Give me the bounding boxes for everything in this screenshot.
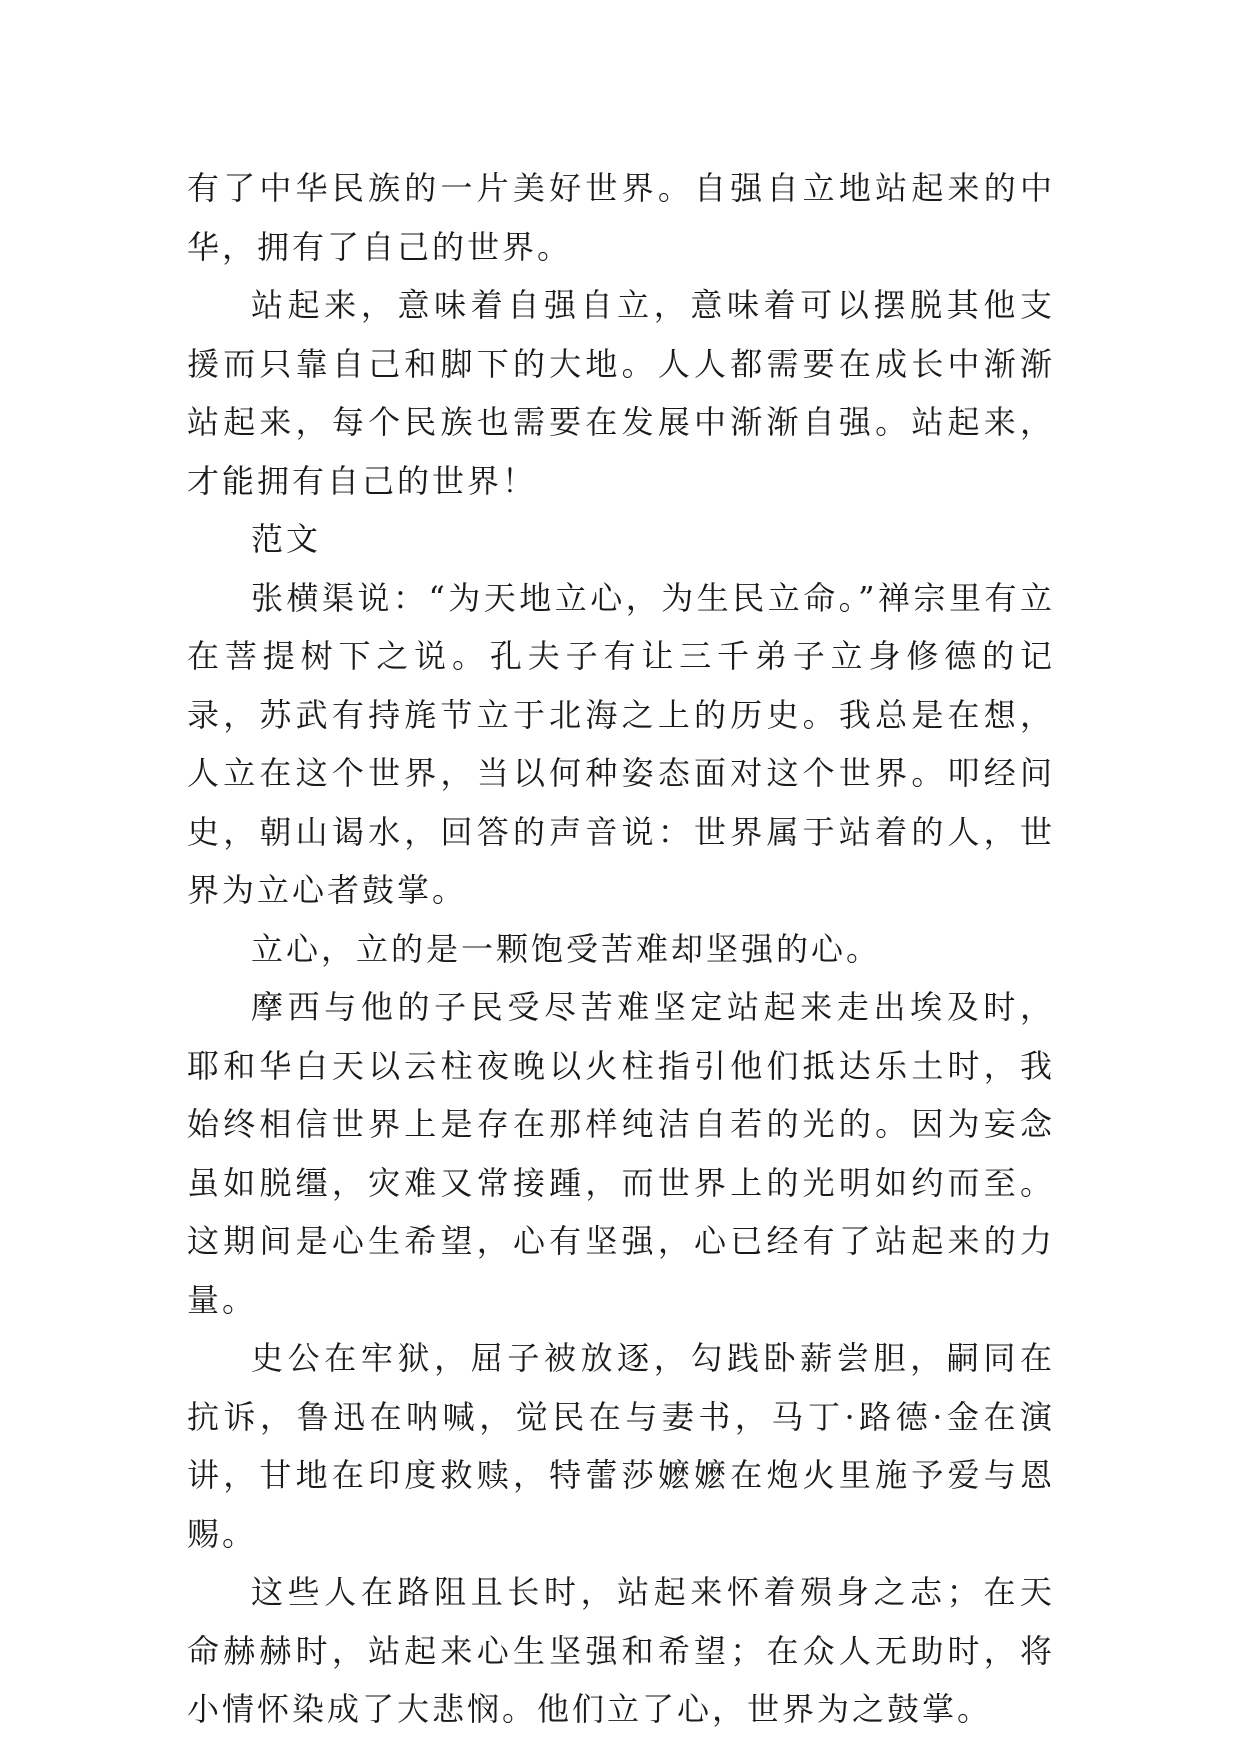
paragraph-3: 张横渠说：“为天地立心，为生民立命。”禅宗里有立在菩提树下之说。孔夫子有让三千弟子立身修德的记录，苏武有持旄节立于北海之上的历史。我总是在想，人立在这个世界，当以何种姿态面对这个世界。叩经问史，朝山谒水，回答的声音说：世界属于站着的人，世界为立心者鼓掌。 — [187, 578, 1055, 909]
paragraph-1: 有了中华民族的一片美好世界。自强自立地站起来的中华，拥有了自己的世界。 — [187, 169, 1055, 266]
paragraph-2: 站起来，意味着自强自立，意味着可以摆脱其他支援而只靠自己和脚下的大地。人人都需要在成长中渐渐站起来，每个民族也需要在发展中渐渐自强。站起来，才能拥有自己的世界！ — [187, 286, 1055, 500]
document-body — [187, 159, 1055, 1739]
paragraph-5: 摩西与他的子民受尽苦难坚定站起来走出埃及时，耶和华白天以云柱夜晚以火柱指引他们抵达乐土时，我始终相信世界上是存在那样纯洁自若的光的。因为妄念虽如脱缰，灾难又常接踵，而世界上的光明如约而至。这期间是心生希望，心有坚强，心已经有了站起来的力量。 — [187, 988, 1055, 1319]
paragraph-6: 史公在牢狱，屈子被放逐，勾践卧薪尝胆，嗣同在抗诉，鲁迅在呐喊，觉民在与妻书，马丁·路德·金在演讲，甘地在印度救赎，特蕾莎嬷嬷在炮火里施予爱与恩赐。 — [187, 1339, 1055, 1553]
paragraph-4: 立心，立的是一颗饱受苦难却坚强的心。 — [251, 929, 882, 968]
paragraph-7: 这些人在路阻且长时，站起来怀着殒身之志；在天命赫赫时，站起来心生坚强和希望；在众人无助时，将小情怀染成了大悲悯。他们立了心，世界为之鼓掌。 — [187, 1573, 1055, 1728]
section-heading-model-essay: 范文 — [251, 520, 322, 558]
